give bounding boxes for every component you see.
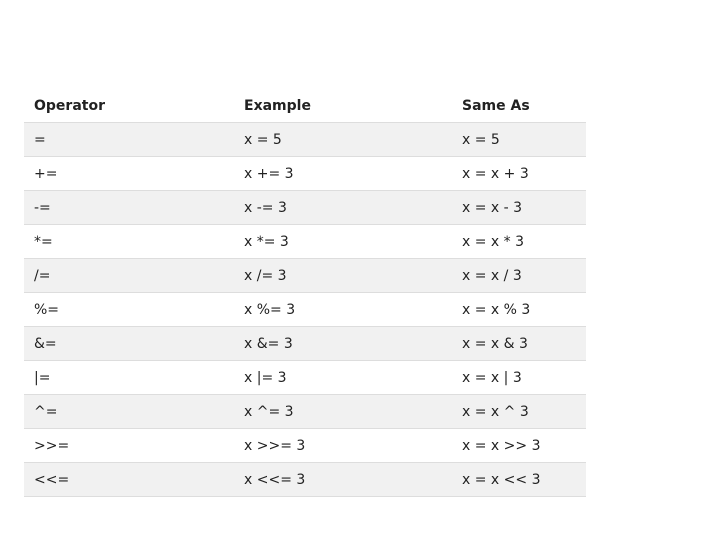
example-cell: x /= 3	[234, 259, 452, 293]
operator-cell: *=	[24, 225, 234, 259]
operator-cell: /=	[24, 259, 234, 293]
table-row	[24, 327, 586, 361]
operator-cell: =	[24, 123, 234, 157]
operator-cell: >>=	[24, 429, 234, 463]
operator-cell: ^=	[24, 395, 234, 429]
operator-cell: +=	[24, 157, 234, 191]
table-row	[24, 259, 586, 293]
example-cell: x ^= 3	[234, 395, 452, 429]
operator-cell: |=	[24, 361, 234, 395]
table-header-row	[24, 89, 586, 123]
same-as-cell: x = x & 3	[452, 327, 586, 361]
example-cell: x >>= 3	[234, 429, 452, 463]
example-cell: x *= 3	[234, 225, 452, 259]
header-example: Example	[234, 89, 452, 123]
table-row	[24, 225, 586, 259]
table-row	[24, 429, 586, 463]
same-as-cell: x = x + 3	[452, 157, 586, 191]
same-as-cell: x = x << 3	[452, 463, 586, 497]
table-row	[24, 123, 586, 157]
example-cell: x -= 3	[234, 191, 452, 225]
operator-cell: -=	[24, 191, 234, 225]
same-as-cell: x = x ^ 3	[452, 395, 586, 429]
table-row	[24, 191, 586, 225]
example-cell: x |= 3	[234, 361, 452, 395]
same-as-cell: x = x % 3	[452, 293, 586, 327]
operator-cell: <<=	[24, 463, 234, 497]
example-cell: x <<= 3	[234, 463, 452, 497]
table-row	[24, 395, 586, 429]
same-as-cell: x = x | 3	[452, 361, 586, 395]
example-cell: x %= 3	[234, 293, 452, 327]
assignment-operators-table	[24, 89, 586, 497]
operator-cell: &=	[24, 327, 234, 361]
example-cell: x &= 3	[234, 327, 452, 361]
same-as-cell: x = x >> 3	[452, 429, 586, 463]
example-cell: x += 3	[234, 157, 452, 191]
header-operator: Operator	[24, 89, 234, 123]
header-same-as: Same As	[452, 89, 586, 123]
same-as-cell: x = x * 3	[452, 225, 586, 259]
example-cell: x = 5	[234, 123, 452, 157]
operator-cell: %=	[24, 293, 234, 327]
same-as-cell: x = 5	[452, 123, 586, 157]
table-row	[24, 361, 586, 395]
table-row	[24, 157, 586, 191]
table-row	[24, 293, 586, 327]
same-as-cell: x = x - 3	[452, 191, 586, 225]
table-row	[24, 463, 586, 497]
same-as-cell: x = x / 3	[452, 259, 586, 293]
